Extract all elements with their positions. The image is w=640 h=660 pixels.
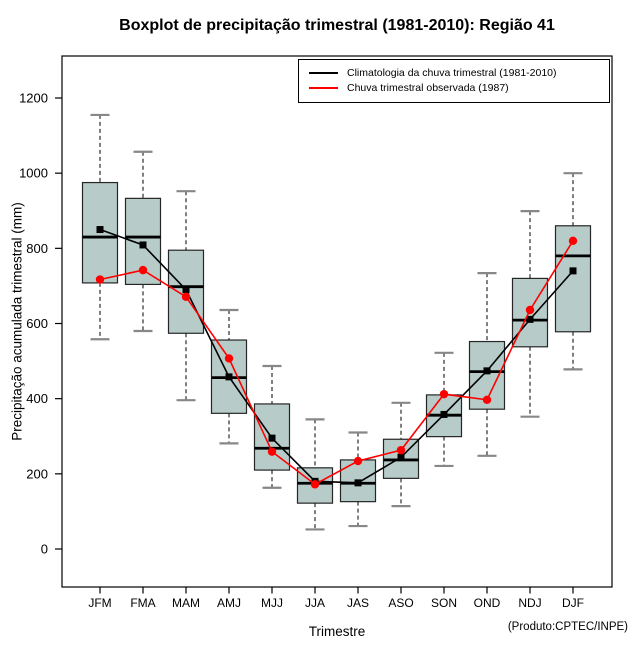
climatology-point-DJF (570, 267, 577, 274)
observed-point-FMA (139, 266, 147, 274)
y-tick-label: 400 (26, 391, 48, 407)
chart-title: Boxplot de precipitação trimestral (1981-2010): Região 41 (119, 17, 555, 34)
climatology-point-FMA (140, 241, 147, 248)
observed-point-OND (483, 396, 491, 404)
legend-item-observed (309, 80, 609, 95)
climatology-point-OND (484, 367, 491, 374)
observed-point-AMJ (225, 354, 233, 362)
climatology-point-JFM (97, 226, 104, 233)
y-tick-label: 0 (40, 541, 48, 557)
y-tick-label: 200 (26, 466, 48, 482)
y-axis-title: Precipitação acumulada trimestral (mm) (9, 202, 25, 441)
y-tick-label: 1200 (19, 90, 48, 106)
climatology-point-SON (441, 411, 448, 418)
x-tick-label-ASO: ASO (388, 596, 414, 610)
product-credit: (Produto:CPTEC/INPE) (507, 621, 628, 633)
x-axis-title: Trimestre (308, 624, 366, 639)
x-tick-label-JFM: JFM (88, 596, 112, 610)
climatology-point-JAS (355, 479, 362, 486)
x-tick-label-DJF: DJF (562, 596, 584, 610)
climatology-point-AMJ (226, 373, 233, 380)
x-tick-label-MAM: MAM (172, 596, 200, 610)
legend (298, 59, 610, 103)
x-tick-label-JJA: JJA (304, 596, 326, 610)
legend-item-climatology (309, 65, 609, 80)
climatology-line-swatch (309, 72, 338, 74)
y-tick-label: 600 (26, 316, 48, 331)
climatology-point-ASO (398, 454, 405, 461)
x-tick-label-MJJ: MJJ (261, 596, 283, 610)
x-tick-label-NDJ: NDJ (518, 596, 542, 610)
observed-line-swatch (309, 87, 338, 89)
observed-point-MJJ (268, 447, 276, 455)
y-tick-label: 1000 (19, 165, 48, 181)
observed-point-SON (440, 390, 448, 398)
climatology-point-MAM (183, 286, 190, 293)
observed-point-JAS (354, 457, 362, 465)
observed-point-MAM (182, 293, 190, 301)
x-tick-label-FMA: FMA (130, 596, 156, 610)
observed-point-JFM (96, 275, 104, 283)
observed-point-JJA (311, 480, 319, 488)
legend-label-observed: Chuva trimestral observada (1987) (347, 81, 509, 94)
x-tick-label-AMJ: AMJ (217, 596, 241, 610)
observed-point-NDJ (526, 306, 534, 314)
climatology-point-MJJ (269, 435, 276, 442)
observed-point-ASO (397, 446, 405, 454)
legend-label-climatology: Climatologia da chuva trimestral (1981-2010) (347, 66, 557, 79)
y-tick-label: 800 (26, 240, 48, 256)
x-tick-label-OND: OND (473, 596, 501, 610)
x-tick-label-SON: SON (430, 596, 458, 610)
observed-point-DJF (569, 237, 577, 245)
x-tick-label-JAS: JAS (346, 596, 370, 610)
